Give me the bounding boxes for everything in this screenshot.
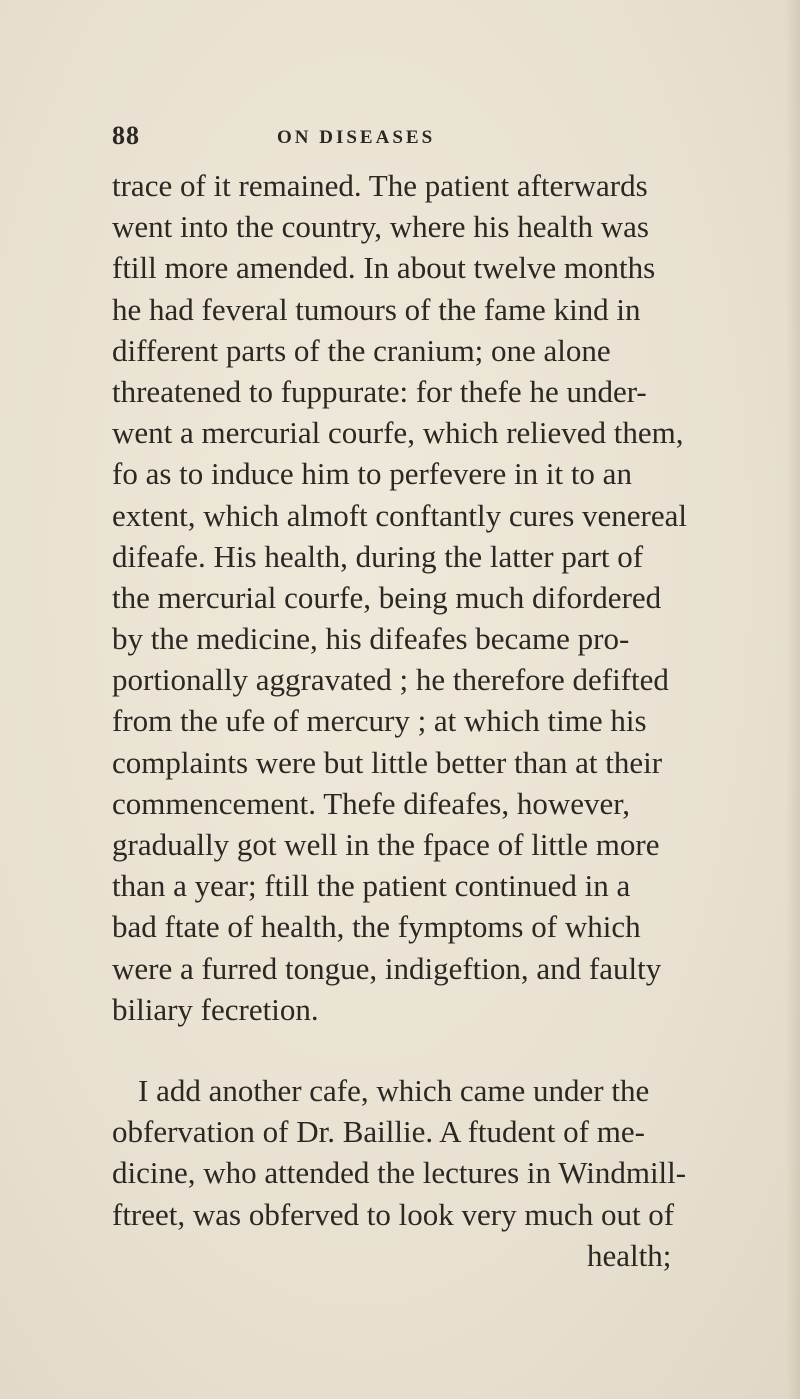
text-line: ftill more amended. In about twelve months bbox=[112, 250, 656, 286]
text-line: went into the country, where his health was bbox=[112, 209, 649, 245]
text-line: went a mercurial courfe, which relieved them, bbox=[112, 415, 684, 451]
text-line: by the medicine, his difeafes became pro- bbox=[112, 621, 630, 657]
text-line: complaints were but little better than at their bbox=[112, 744, 663, 780]
text-line: gradually got well in the fpace of little more bbox=[112, 827, 660, 862]
running-title: ON DISEASES bbox=[277, 127, 436, 148]
text-line: fo as to induce him to perfevere in it to an bbox=[112, 456, 632, 492]
text-line: he had feveral tumours of the fame kind in bbox=[112, 291, 641, 327]
text-line: bad ftate of health, the fymptoms of which bbox=[112, 909, 641, 945]
text-line: ftreet, was obferved to look very much out of bbox=[112, 1196, 675, 1232]
text-line: biliary fecretion. bbox=[112, 991, 319, 1027]
text-line: dicine, who attended the lectures in Windmill- bbox=[112, 1155, 687, 1191]
paragraph-2 bbox=[112, 1070, 772, 1276]
text-line: I add another cafe, which came under the bbox=[138, 1072, 650, 1108]
paragraph-1 bbox=[112, 165, 772, 1030]
text-line: portionally aggravated ; he therefore defifted bbox=[112, 662, 669, 698]
text-line: trace of it remained. The patient afterwards bbox=[112, 168, 648, 203]
running-head bbox=[112, 121, 732, 161]
catchword: health; bbox=[587, 1237, 672, 1273]
text-line: threatened to fuppurate: for thefe he under- bbox=[112, 373, 647, 409]
text-line: the mercurial courfe, being much difordered bbox=[112, 579, 662, 615]
text-line: obfervation of Dr. Baillie. A ftudent of me- bbox=[112, 1114, 645, 1150]
body-text bbox=[112, 165, 772, 1276]
page-number: 88 bbox=[112, 121, 140, 150]
text-line: extent, which almoft conftantly cures venereal bbox=[112, 497, 687, 533]
text-line: were a furred tongue, indigeftion, and faulty bbox=[112, 950, 662, 986]
text-line: difeafe. His health, during the latter part of bbox=[112, 538, 644, 574]
text-line: from the ufe of mercury ; at which time his bbox=[112, 703, 647, 739]
text-line: different parts of the cranium; one alone bbox=[112, 332, 611, 368]
text-line: commencement. Thefe difeafes, however, bbox=[112, 785, 631, 821]
paragraph-spacer bbox=[112, 1030, 772, 1070]
text-line: than a year; ftill the patient continued in a bbox=[112, 868, 631, 904]
page-edge-shadow bbox=[786, 0, 800, 1399]
